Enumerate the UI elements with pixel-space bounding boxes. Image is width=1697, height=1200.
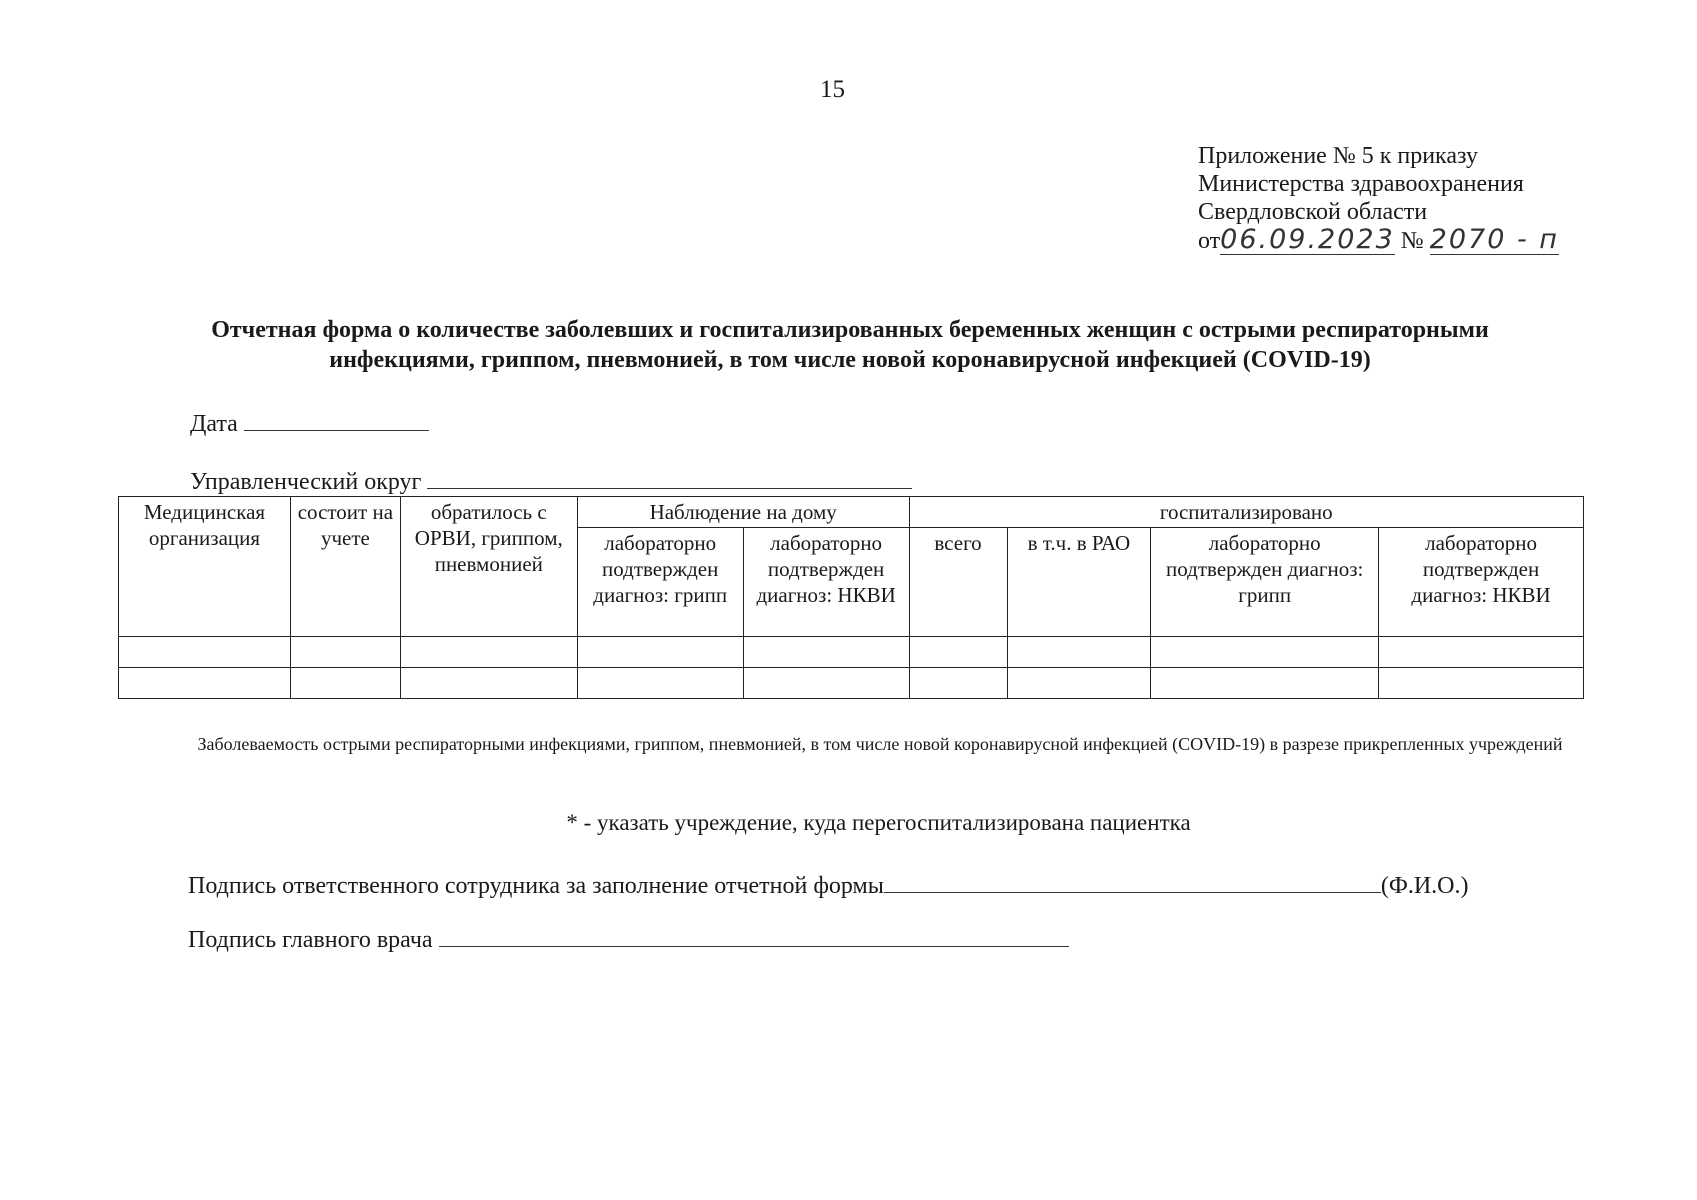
header-hosp-flu: лабораторно подтвержден диагноз: грипп	[1151, 528, 1379, 637]
from-label: от	[1198, 228, 1221, 254]
header-hosp-total: всего	[909, 528, 1007, 637]
table-cell[interactable]	[743, 668, 909, 699]
incidence-note: Заболеваемость острыми респираторными инфекциями, гриппом, пневмонией, в том числе новой коронавирусной инфекцией (COVID-19) в разрезе прикрепленных учреждений	[197, 734, 1563, 754]
table-cell[interactable]	[290, 637, 400, 668]
date-label: Дата	[190, 411, 238, 437]
report-table	[118, 496, 1584, 699]
table-cell[interactable]	[1007, 637, 1151, 668]
appendix-line-1: Приложение № 5 к приказу	[1198, 143, 1478, 169]
responsible-signature-blank[interactable]	[884, 870, 1381, 893]
date-blank[interactable]	[244, 408, 429, 431]
responsible-signature-field	[188, 870, 1468, 900]
header-hospitalized: госпитализировано	[909, 497, 1583, 528]
header-hosp-ncvi: лабораторно подтвержден диагноз: НКВИ	[1379, 528, 1584, 637]
table-cell[interactable]	[1379, 668, 1584, 699]
table-cell[interactable]	[577, 668, 743, 699]
district-label: Управленческий округ	[190, 469, 422, 495]
table-cell[interactable]	[577, 637, 743, 668]
header-applied: обратилось с ОРВИ, гриппом, пневмонией	[400, 497, 577, 637]
appendix-line-2: Министерства здравоохранения	[1198, 171, 1524, 197]
header-row-1	[119, 497, 1584, 528]
table-cell[interactable]	[400, 668, 577, 699]
table-cell[interactable]	[1379, 637, 1584, 668]
page-number: 15	[820, 76, 845, 103]
table-cell[interactable]	[1151, 637, 1379, 668]
chief-signature-label: Подпись главного врача	[188, 927, 433, 953]
appendix-header	[1198, 142, 1559, 255]
table-cell[interactable]	[909, 668, 1007, 699]
chief-signature-field	[188, 924, 1069, 954]
chief-signature-blank[interactable]	[439, 924, 1069, 947]
appendix-line-3: Свердловской области	[1198, 199, 1428, 225]
appendix-order-line	[1198, 226, 1559, 255]
table-row	[119, 668, 1584, 699]
table-cell[interactable]	[400, 637, 577, 668]
header-home-observation: Наблюдение на дому	[577, 497, 909, 528]
table-cell[interactable]	[743, 637, 909, 668]
district-blank[interactable]	[427, 466, 912, 489]
document-title	[100, 315, 1600, 375]
table-cell[interactable]	[1151, 668, 1379, 699]
header-registered: состоит на учете	[290, 497, 400, 637]
footnote: * - указать учреждение, куда перегоспитализирована пациентка	[566, 810, 1191, 835]
header-org: Медицинская организация	[119, 497, 291, 637]
district-field	[190, 466, 912, 496]
responsible-signature-label: Подпись ответственного сотрудника за заполнение отчетной формы	[188, 873, 884, 899]
table-cell[interactable]	[119, 668, 291, 699]
table-cell[interactable]	[909, 637, 1007, 668]
header-hosp-icu: в т.ч. в РАО	[1007, 528, 1151, 637]
responsible-signature-suffix: (Ф.И.О.)	[1380, 873, 1469, 899]
table-cell[interactable]	[1007, 668, 1151, 699]
table-cell[interactable]	[119, 637, 291, 668]
number-label: №	[1400, 228, 1424, 254]
title-line-2: инфекциями, гриппом, пневмонией, в том числе новой коронавирусной инфекцией (COVID-19)	[329, 347, 1371, 373]
date-field	[190, 408, 429, 438]
header-home-ncvi: лабораторно подтвержден диагноз: НКВИ	[743, 528, 909, 637]
order-date: 06.09.2023	[1220, 224, 1395, 255]
order-number: 2070 - п	[1429, 224, 1559, 255]
table-cell[interactable]	[290, 668, 400, 699]
title-line-1: Отчетная форма о количестве заболевших и госпитализированных беременных женщин с острыми респираторными	[211, 317, 1489, 343]
header-home-flu: лабораторно подтвержден диагноз: грипп	[577, 528, 743, 637]
table-row	[119, 637, 1584, 668]
